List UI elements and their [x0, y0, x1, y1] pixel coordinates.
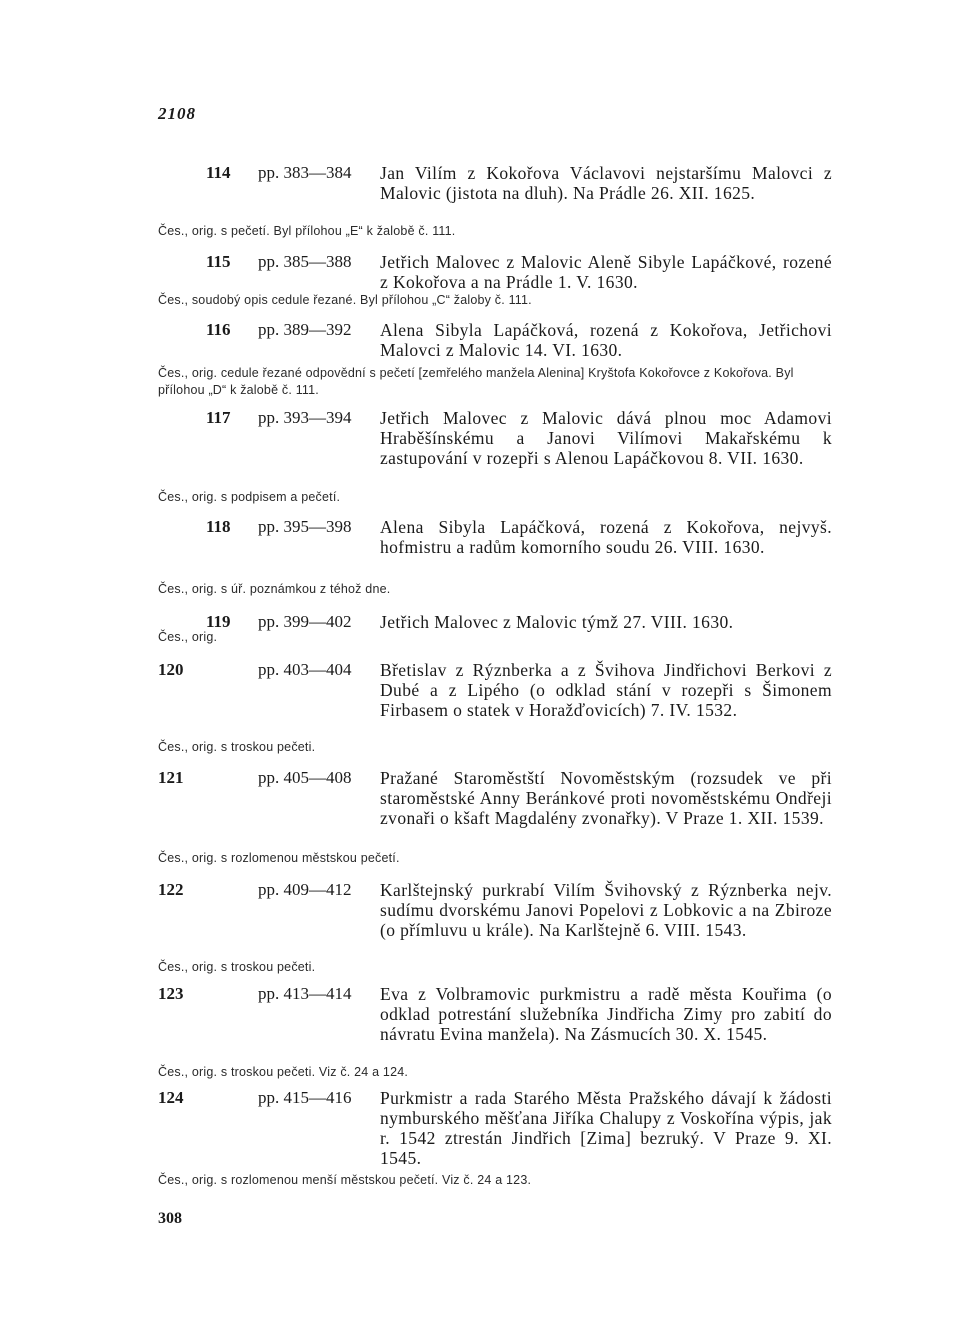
entry-pages: pp. 383—384	[258, 163, 352, 182]
entry-pages: pp. 385—388	[258, 252, 352, 271]
entry-description: Jetřich Malovec z Malovic týmž 27. VIII. 1630.	[380, 612, 734, 632]
entry-description: Karlštejnský purkrabí Vilím Švihovský z Rýznberka nejv. sudímu dvorskému Janovi Popelovi z Lobkovic a na Zbiroze (o přímluvu u krále). Na Karlštejně 6. VIII. 1543.	[380, 880, 832, 940]
entry-description: Alena Sibyla Lapáčková, rozená z Kokořova, nejvyš. hofmistru a radům komorního soudu 26. VIII. 1630.	[380, 517, 832, 557]
entry-note: Čes., orig. s troskou pečeti. Viz č. 24 a 124.	[158, 1065, 409, 1079]
entry-note: Čes., orig. s pečetí. Byl přílohou „E“ k žalobě č. 111.	[158, 224, 456, 238]
entry-number: 119	[206, 612, 231, 631]
entry-pages: pp. 393—394	[258, 408, 352, 427]
entry-note: Čes., orig. cedule řezané odpovědní s pečetí [zemřelého manžela Alenina] Kryštofa Kokořovce z Kokořova. Byl přílohou „D“ k žalobě č. 111.	[158, 366, 794, 397]
entry-description: Purkmistr a rada Starého Města Pražského dávají k žádosti nymburského měšťana Jiříka Chalupy z Voskořína výpis, jak r. 1542 ztrestán Jindřich [Zima] bezruký. V Praze 9. XI. 1545.	[380, 1088, 832, 1168]
entry-number: 123	[158, 984, 184, 1003]
entry-note: Čes., orig.	[158, 630, 218, 644]
entry-number: 118	[206, 517, 231, 536]
entry-number: 114	[206, 163, 231, 182]
entry-note: Čes., soudobý opis cedule řezané. Byl přílohou „C“ žaloby č. 111.	[158, 293, 532, 307]
entry-note: Čes., orig. s troskou pečeti.	[158, 740, 316, 754]
entry-number: 120	[158, 660, 184, 679]
entry-number: 116	[206, 320, 231, 339]
entry-number: 124	[158, 1088, 184, 1107]
entry-pages: pp. 409—412	[258, 880, 352, 899]
entry-note: Čes., orig. s troskou pečeti.	[158, 960, 316, 974]
entry-number: 122	[158, 880, 184, 899]
entry-pages: pp. 405—408	[258, 768, 352, 787]
page-header-number: 2108	[158, 104, 196, 123]
entry-note: Čes., orig. s podpisem a pečetí.	[158, 490, 341, 504]
entry-description: Jetřich Malovec z Malovic Aleně Sibyle Lapáčkové, rozené z Kokořova a na Prádle 1. V. 1630.	[380, 252, 832, 292]
entry-note: Čes., orig. s rozlomenou menší městskou pečetí. Viz č. 24 a 123.	[158, 1173, 532, 1187]
entry-description: Břetislav z Rýznberka a z Švihova Jindřichovi Berkovi z Dubé a z Lipého (o odklad stání v rozepři s Šimonem Firbasem o statek v Horažďovicích) 7. IV. 1532.	[380, 660, 832, 720]
entry-number: 115	[206, 252, 231, 271]
entry-description: Jetřich Malovec z Malovic dává plnou moc Adamovi Hraběšínskému a Janovi Vilímovi Makařskému k zastupování v rozepři s Alenou Lapáčkovou 8. VII. 1630.	[380, 408, 832, 468]
entry-pages: pp. 395—398	[258, 517, 352, 536]
page-footer-number: 308	[158, 1210, 182, 1227]
entry-description: Eva z Volbramovic purkmistru a radě města Kouřima (o odklad potrestání služebníka Jindřicha Zimy pro zabití do návratu Evina manžela). Na Zásmucích 30. X. 1545.	[380, 984, 832, 1044]
entry-pages: pp. 413—414	[258, 984, 352, 1003]
entry-number: 117	[206, 408, 231, 427]
entry-description: Jan Vilím z Kokořova Václavovi nejstaršímu Malovci z Malovic (jistota na dluh). Na Prádle 26. XII. 1625.	[380, 163, 832, 203]
entry-description: Alena Sibyla Lapáčková, rozená z Kokořova, Jetřichovi Malovci z Malovic 14. VI. 1630.	[380, 320, 832, 360]
entry-description: Pražané Staroměstští Novoměstským (rozsudek ve při staroměstské Anny Beránkové proti novoměstskému Ondřeji zvonaři o kšaft Magdalény zvonařky). V Praze 1. XII. 1539.	[380, 768, 832, 828]
entry-pages: pp. 403—404	[258, 660, 352, 679]
entry-pages: pp. 415—416	[258, 1088, 352, 1107]
entry-pages: pp. 399—402	[258, 612, 352, 631]
entry-note: Čes., orig. s rozlomenou městskou pečetí.	[158, 851, 400, 865]
entry-number: 121	[158, 768, 184, 787]
entry-pages: pp. 389—392	[258, 320, 352, 339]
entry-note: Čes., orig. s úř. poznámkou z téhož dne.	[158, 582, 391, 596]
